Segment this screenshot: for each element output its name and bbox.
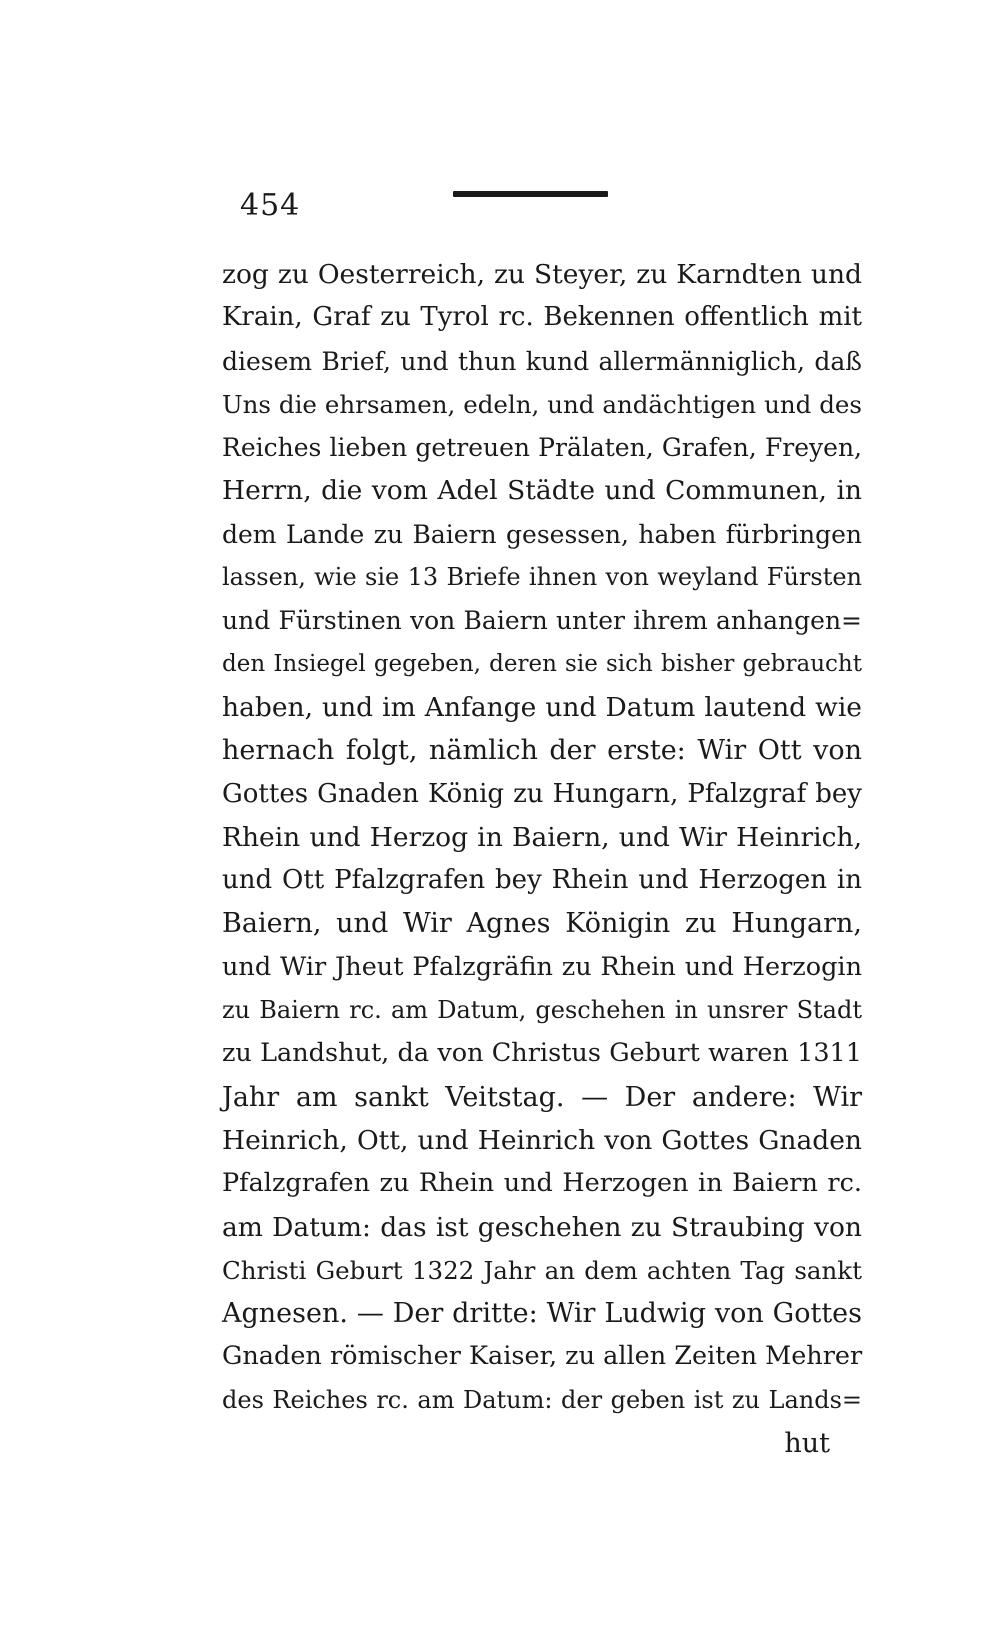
text-line: zu Landshut, da von Christus Geburt waren 1311 <box>222 1038 862 1069</box>
text-line: Baiern, und Wir Agnes Königin zu Hungarn, <box>222 908 862 940</box>
text-line: lassen, wie sie 13 Briefe ihnen von weyland Fürsten <box>222 563 862 592</box>
text-line: Reiches lieben getreuen Prälaten, Grafen, Freyen, <box>222 433 862 463</box>
body-text <box>222 253 862 1465</box>
text-line: diesem Brief, und thun kund allermänniglich, daß <box>222 346 862 376</box>
text-line: und Ott Pfalzgrafen bey Rhein und Herzogen in <box>222 865 862 896</box>
text-line: und Wir Jheut Pfalzgräfin zu Rhein und Herzogin <box>222 951 862 982</box>
text-line: Rhein und Herzog in Baiern, und Wir Heinrich, <box>222 821 862 853</box>
page-number: 454 <box>240 188 301 223</box>
text-line: zog zu Oesterreich, zu Steyer, zu Karndten und <box>222 259 862 290</box>
text-line: Jahr am sankt Veitstag. — Der andere: Wir <box>222 1081 862 1113</box>
text-line: zu Baiern rc. am Datum, geschehen in unsrer Stadt <box>222 996 862 1025</box>
text-line: Heinrich, Ott, und Heinrich von Gottes Gnaden <box>222 1124 862 1156</box>
text-line: Gnaden römischer Kaiser, zu allen Zeiten Mehrer <box>222 1341 863 1372</box>
text-line: Christi Geburt 1322 Jahr an dem achten Tag sankt <box>222 1255 862 1285</box>
text-line: den Insiegel gegeben, deren sie sich bisher gebraucht <box>222 650 862 677</box>
text-line: Pfalzgrafen zu Rhein und Herzogen in Baiern rc. <box>222 1168 862 1199</box>
text-line: des Reiches rc. am Datum: der geben ist zu Lands= <box>222 1385 862 1414</box>
text-line: und Fürstinen von Baiern unter ihrem anhangen= <box>222 606 862 636</box>
text-line: hernach folgt, nämlich der erste: Wir Ott von <box>222 735 862 767</box>
text-line: dem Lande zu Baiern gesessen, haben fürbringen <box>222 519 862 549</box>
text-line: Krain, Graf zu Tyrol rc. Bekennen offentlich mit <box>222 302 862 333</box>
catchword: hut <box>784 1428 830 1460</box>
text-line: Uns die ehrsamen, edeln, und andächtigen und des <box>222 389 862 419</box>
text-line: Agnesen. — Der dritte: Wir Ludwig von Gottes <box>222 1298 862 1330</box>
text-line: Gottes Gnaden König zu Hungarn, Pfalzgraf bey <box>222 778 862 809</box>
text-line: haben, und im Anfange und Datum lautend wie <box>222 691 862 723</box>
text-line: am Datum: das ist geschehen zu Straubing von <box>222 1211 862 1243</box>
header-rule <box>453 191 608 197</box>
text-line: Herrn, die vom Adel Städte und Communen, in <box>222 475 862 507</box>
